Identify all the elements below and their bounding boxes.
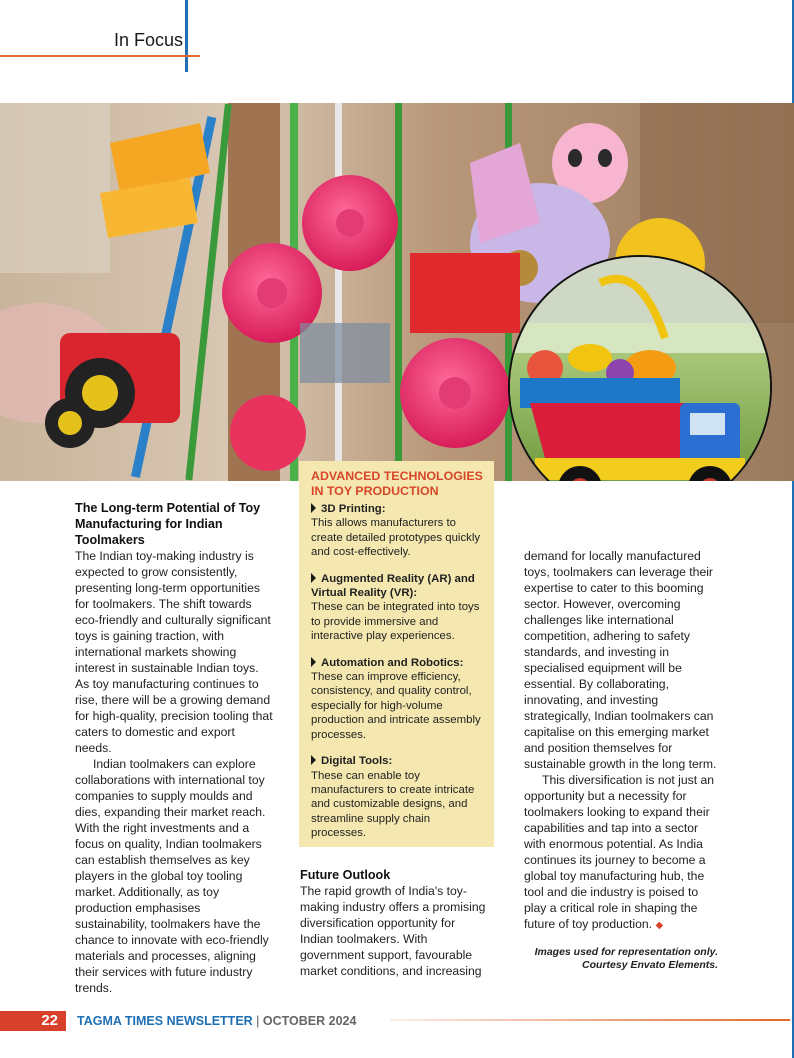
callout-item-heading: Digital Tools: (321, 755, 393, 768)
left-column (75, 500, 273, 996)
middle-paragraph: The rapid growth of India's toy-making industry offers a promising diversification opportunity for Indian toolmakers. With government support, favourable market conditions, and increasing (300, 884, 486, 978)
callout-item-text: These can be integrated into toys to provide immersive and interactive play experiences. (311, 601, 480, 643)
header-horizontal-rule (0, 55, 200, 57)
footer-rule (390, 1019, 790, 1021)
callout-item (311, 572, 484, 644)
callout-item (311, 656, 484, 742)
callout-item-text: These can improve efficiency, consistency, and quality control, especially for high-volume production and intricate assembly processes. (311, 671, 481, 741)
hero-image (0, 103, 794, 481)
callout-item-text: This allows manufacturers to create detailed prototypes quickly and cost-effectively. (311, 517, 481, 559)
callout-title: ADVANCED TECHNOLOGIES IN TOY PRODUCTION (311, 469, 483, 498)
footer-text (77, 1013, 356, 1029)
advanced-technologies-callout (299, 461, 494, 847)
header-vertical-rule (185, 0, 188, 72)
newsletter-title: TAGMA TIMES NEWSLETTER (77, 1014, 253, 1028)
page-footer (0, 1011, 794, 1033)
callout-item-heading: 3D Printing: (321, 503, 386, 515)
credit-line-1: Images used for representation only. (534, 946, 718, 958)
callout-item (311, 502, 484, 560)
image-credit (520, 946, 718, 972)
bullet-arrow-icon (311, 755, 316, 765)
left-column-heading: The Long-term Potential of Toy Manufacturing for Indian Toolmakers (75, 501, 261, 547)
callout-item-heading: Augmented Reality (AR) and Virtual Reality (VR): (311, 572, 475, 600)
callout-item-heading: Automation and Robotics: (321, 656, 464, 669)
page-number: 22 (0, 1011, 66, 1031)
callout-item-text: These can enable toy manufacturers to create intricate and customizable designs, and streamline supply chain processes. (311, 769, 475, 840)
bullet-arrow-icon (311, 503, 316, 513)
credit-line-2: Courtesy Envato Elements. (582, 959, 718, 971)
left-paragraph-2: Indian toolmakers can explore collaborations with international toy companies to supply moulds and dies, expanding their market reach. With the right investments and a focus on quality, Indian toolmakers can establish themselves as key players in the global toy tooling market. Additionally, as toy production emphasises sustainability, toolmakers have the chance to innovate with eco-friendly materials and processes, aligning their services with future industry trends. (75, 757, 269, 995)
end-mark-icon: ◆ (655, 920, 664, 931)
right-column (524, 548, 720, 934)
right-paragraph-2: This diversification is not just an opportunity but a necessity for toolmakers looking to expand their capabilities and tap into a sector with enormous potential. As India continues its journey to become a global toy manufacturing hub, the tool and die industry is poised to play a critical role in shaping the future of toy production. ◆ (524, 773, 715, 931)
bullet-arrow-icon (311, 573, 316, 583)
future-outlook-heading: Future Outlook (300, 868, 391, 882)
bullet-arrow-icon (311, 657, 316, 667)
footer-separator: | (252, 1014, 263, 1028)
section-label: In Focus (114, 30, 184, 50)
issue-date: OCTOBER 2024 (262, 1014, 357, 1028)
callout-item (311, 754, 484, 840)
right-paragraph-1: demand for locally manufactured toys, toolmakers can leverage their expertise to cater to this booming sector. However, overcoming challenges like international competition, adhering to safety standards, and investing in specialised equipment will be essential. By collaborating, innovating, and investing strategically, Indian toolmakers can capitalise on this emerging market and position themselves for sustainable growth in the long term. (524, 549, 717, 771)
middle-column (300, 867, 490, 979)
left-paragraph-1: The Indian toy-making industry is expected to grow consistently, presenting long-term opportunities for toolmakers. The shift towards eco-friendly and culturally significant toys is gaining traction, with international markets showing interest in sustainable Indian toys. As toy manufacturing continues to rise, there will be a growing demand for high-quality, precision tooling that caters to domestic and export needs. (75, 549, 273, 755)
